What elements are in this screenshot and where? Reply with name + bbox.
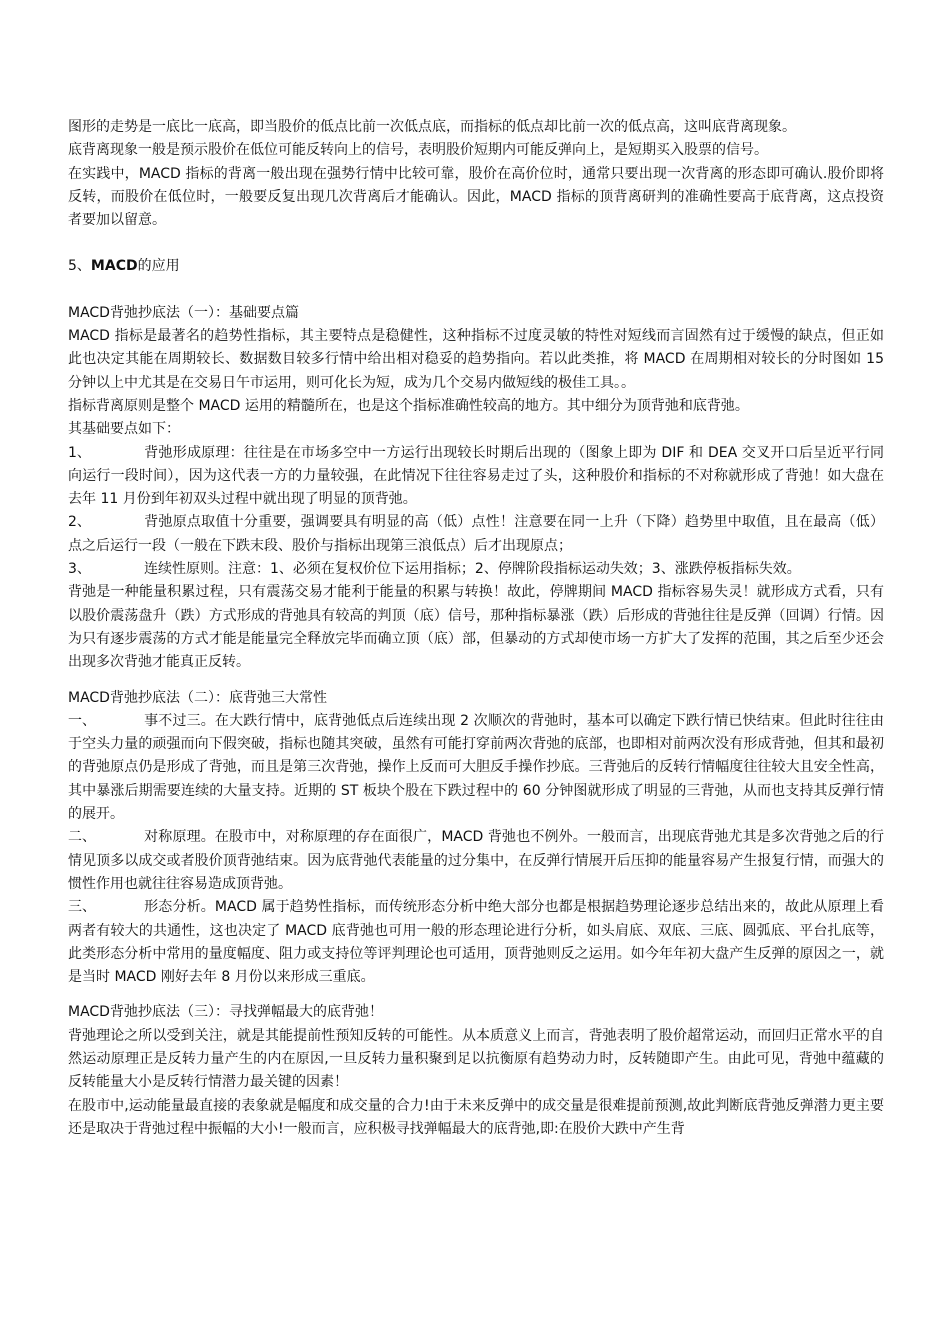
intro-paragraph-2: 底背离现象一般是预示股价在低位可能反转向上的信号，表明股价短期内可能反弹向上，是短期买入股票的信号。 bbox=[68, 142, 768, 159]
intro-paragraph-1: 图形的走势是一底比一底高，即当股价的低点比前一次低点底，而指标的低点却比前一次的低点高，这叫底背离现象。 bbox=[68, 119, 796, 135]
point-text: 背弛原点取值十分重要，强调要具有明显的高（低）点性！注意要在同一上升（下降）趋势里中取值，且在最高（低）点之后运行一段（一般在下跌末段、股价与指标出现第三浪低点）后才出现原点； bbox=[68, 514, 884, 554]
document-page bbox=[68, 116, 884, 1141]
part2-point-1 bbox=[68, 710, 884, 826]
point-number: 3、 bbox=[68, 561, 91, 578]
point-number: 2、 bbox=[68, 514, 91, 531]
part1-heading: MACD背弛抄底法（一）：基础要点篇 bbox=[68, 304, 299, 321]
part2-point-3 bbox=[68, 896, 884, 989]
part1-point-3 bbox=[68, 558, 884, 581]
part1-closing-paragraph: 背弛是一种能量积累过程，只有震荡交易才能利于能量的积累与转换！故此，停牌期间 MACD 指标容易失灵！就形成方式看，只有以股价震荡盘升（跌）方式形成的背弛具有较高的判顶（底）信号，那种指标暴涨（跌）后形成的背弛往往是反弹（回调）行情。因为只有逐步震荡的方式才能是能量完全释放完毕而确立顶（底）部，但暴动的方式却使市场一方扩大了发挥的范围，其之后至少还会出现多次背弛才能真正反转。 bbox=[68, 584, 884, 671]
point-text: 连续性原则。注意：1、必须在复权价位下运用指标；2、停牌阶段指标运动失效；3、涨跌停板指标失效。 bbox=[144, 561, 801, 578]
part2-heading: MACD背弛抄底法（二）：底背弛三大常性 bbox=[68, 689, 327, 706]
part1-point-1 bbox=[68, 442, 884, 512]
intro-paragraph-3: 在实践中，MACD 指标的背离一般出现在强势行情中比较可靠，股价在高价位时，通常只要出现一次背离的形态即可确认.股价即将反转，而股价在低位时，一般要反复出现几次背离后才能确认。因此，MACD 指标的顶背离研判的准确性要高于底背离，这点投资者要加以留意。 bbox=[68, 165, 884, 229]
point-text: 形态分析。MACD 属于趋势性指标，而传统形态分析中绝大部分也都是根据趋势理论逐步总结出来的，故此从原理上看两者有较大的共通性，这也决定了 MACD 底背弛也可用一般的形态理论进行分析，如头肩底、双底、三底、圆弧底、平台扎底等，此类形态分析中常用的量度幅度、阻力或支持位等评判理论也可适用，顶背弛则反之运用。如今年年初大盘产生反弹的原因之一，就是当时 MACD 刚好去年 8 月份以来形成三重底。 bbox=[68, 899, 884, 986]
point-number: 1、 bbox=[68, 444, 91, 461]
point-text: 事不过三。在大跌行情中，底背弛低点后连续出现 2 次顺次的背弛时，基本可以确定下跌行情已快结束。但此时往往由于空头力量的顽强而向下假突破，指标也随其突破，虽然有可能打穿前两次背弛的底部，也即相对前两次没有形成背弛，但其和最初的背弛原点仍是形成了背弛，而且是第三次背弛，操作上反而可大胆反手操作抄底。三背弛后的反转行情幅度往往较大且安全性高，其中暴涨后期需要连续的大量支持。近期的 ST 板块个股在下跌过程中的 60 分钟图就形成了明显的三背弛，从而也支持其反弹行情的展开。 bbox=[68, 712, 884, 823]
part1-point-2 bbox=[68, 511, 884, 558]
point-text: 背弛形成原理：往往是在市场多空中一方运行出现较长时期后出现的（图象上即为 DIF 和 DEA 交叉开口后呈近平行同向运行一段时间），因为这代表一方的力量较强，在此情况下往往容易走过了头，这种股价和指标的不对称就形成了背弛！如大盘在去年 11 月份到年初双头过程中就出现了明显的顶背弛。 bbox=[68, 444, 884, 508]
section-number: 5、 bbox=[68, 258, 91, 275]
part3-heading: MACD背弛抄底法（三）：寻找弹幅最大的底背弛！ bbox=[68, 1004, 383, 1021]
part3-paragraph-2: 在股市中,运动能量最直接的表象就是幅度和成交量的合力!由于未来反弹中的成交量是很难提前预测,故此判断底背弛反弹潜力更主要还是取决于背弛过程中振幅的大小!一般而言，应积极寻找弹幅最大的底背弛,即:在股价大跌中产生背 bbox=[68, 1097, 884, 1137]
section-title-rest: 的应用 bbox=[137, 258, 180, 275]
point-number: 三、 bbox=[68, 899, 96, 916]
part1-paragraph-1: MACD 指标是最著名的趋势性指标，其主要特点是稳健性，这种指标不过度灵敏的特性对短线而言固然有过于缓慢的缺点，但正如此也决定其能在周期较长、数据数目较多行情中给出相对稳妥的趋势指向。若以此类推，将 MACD 在周期相对较长的分时图如 15 分钟以上中尤其是在交易日午市运用，则可化长为短，成为几个交易内做短线的极佳工具。。 bbox=[68, 328, 884, 391]
part1-paragraph-2: 指标背离原则是整个 MACD 运用的精髓所在，也是这个指标准确性较高的地方。其中细分为顶背弛和底背弛。 bbox=[68, 397, 749, 414]
point-number: 二、 bbox=[68, 829, 96, 846]
section-bold: MACD bbox=[90, 258, 138, 275]
point-text: 对称原理。在股市中，对称原理的存在面很广，MACD 背弛也不例外。一般而言，出现底背弛尤其是多次背弛之后的行情见顶多以成交或者股价顶背弛结束。因为底背弛代表能量的过分集中，在反弹行情展开后压抑的能量容易产生报复行情，而强大的惯性作用也就往往容易造成顶背弛。 bbox=[68, 829, 884, 892]
part3-paragraph-1: 背弛理论之所以受到关注，就是其能提前性预知反转的可能性。从本质意义上而言，背弛表明了股价超常运动，而回归正常水平的自然运动原理正是反转力量产生的内在原因,一旦反转力量积聚到足以抗衡原有趋势动力时，反转随即产生。由此可见，背弛中蕴藏的反转能量大小是反转行情潜力最关键的因素！ bbox=[68, 1027, 884, 1091]
point-number: 一、 bbox=[68, 712, 96, 729]
section-heading bbox=[68, 255, 884, 278]
part1-paragraph-3: 其基础要点如下： bbox=[68, 421, 180, 438]
part2-point-2 bbox=[68, 826, 884, 896]
